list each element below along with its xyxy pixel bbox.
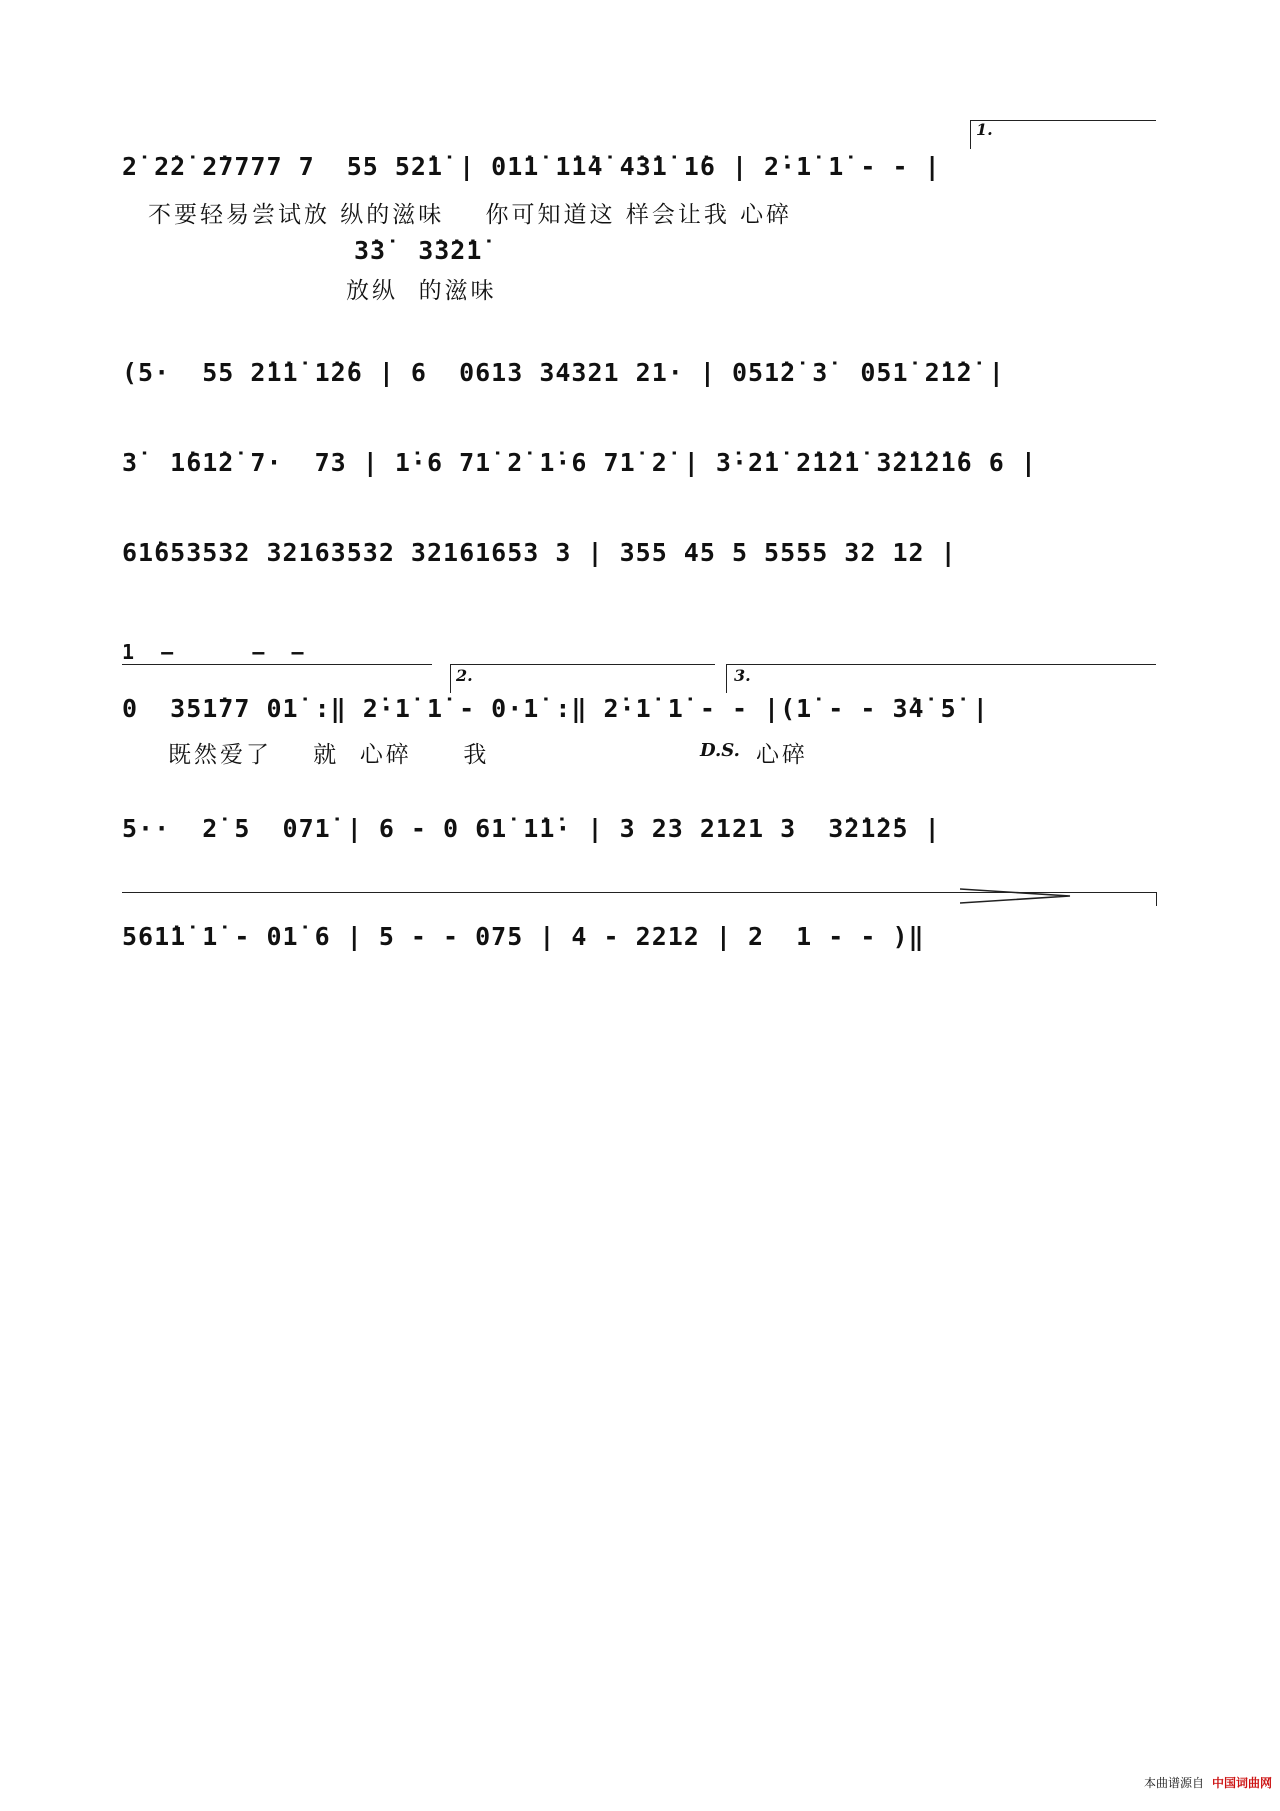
third-ending-bracket	[726, 664, 1156, 665]
lyric-line-5a: 既然爱了 就 心碎 我	[168, 742, 490, 768]
score-line-6: 5·· 2̇ 5 071̇ | 6 - 0 61̇ 1̇1̇· | 3 23 2121 3 3̇2̇1̇2̇5 |	[122, 814, 941, 843]
first-ending-line	[122, 664, 432, 665]
score-line-4: 61̇653532 32163532 32161653 3 | 355 45 5 5555 32 12 |	[122, 538, 957, 567]
third-ending-label: 3.	[734, 666, 751, 685]
second-ending-label: 2.	[456, 666, 473, 685]
footer-source	[1129, 1760, 1272, 1805]
decrescendo-mark	[960, 886, 1080, 906]
ds-marking: D.S.	[700, 740, 740, 761]
footer-source-label: 本曲谱源自	[1143, 1776, 1204, 1790]
alternate-lyric-line: 放纵 的滋味	[346, 278, 497, 304]
score-line-7: 561̇1̇ 1̇ - 01̇ 6 | 5 - - 075 | 4 - 2212 | 2 1 - - )‖	[122, 922, 925, 951]
alternate-melody-line: 3̇3̇ 3̇3̇2̇1̇	[354, 236, 483, 265]
lyric-line-1: 不要轻易尝试放 纵的滋味 你可知道这 样会让我 心碎	[148, 202, 793, 228]
lyric-line-5b: 心碎	[756, 742, 808, 768]
score-line-3: 3̇ 1̇61̇2̇ 7· 73 | 1̇·6 71̇ 2̇ 1̇·6 71̇ 2̇ | 3̇·2̇1̇ 2̇1̇2̇1̇ 3̇2̇1̇2̇1̇6 6 |	[122, 448, 1037, 477]
first-ending-alt-notes: 1 – – –	[122, 640, 305, 664]
score-line-1: 2̇ 2̇2̇ 2̇7777 7 55 52̇1̇ | 01̇1̇ 1̇1̇4̇ 4̇3̇1̇ 1̇6 | 2̇·1̇ 1̇ - - |	[122, 152, 941, 181]
first-ending-bracket	[970, 120, 1156, 121]
score-line-2: (5· 55 2̇1̇1̇ 1̇2̇6 | 6 0613 34321 21· | 051̇2̇ 3̇ 051̇ 2̇1̇2̇ |	[122, 358, 1005, 387]
score-line-5: 0 351̇77 01̇ :‖ 2̇·1̇ 1̇ - 0·1̇ :‖ 2̇·1̇ 1̇ - - |(1̇ - - 3̇4̇ 5̇ |	[122, 694, 989, 723]
second-ending-bracket	[450, 664, 715, 665]
first-ending-label: 1.	[976, 120, 993, 139]
coda-bracket-end	[1156, 892, 1157, 906]
footer-brand-link[interactable]: 中国词曲网	[1211, 1776, 1272, 1790]
